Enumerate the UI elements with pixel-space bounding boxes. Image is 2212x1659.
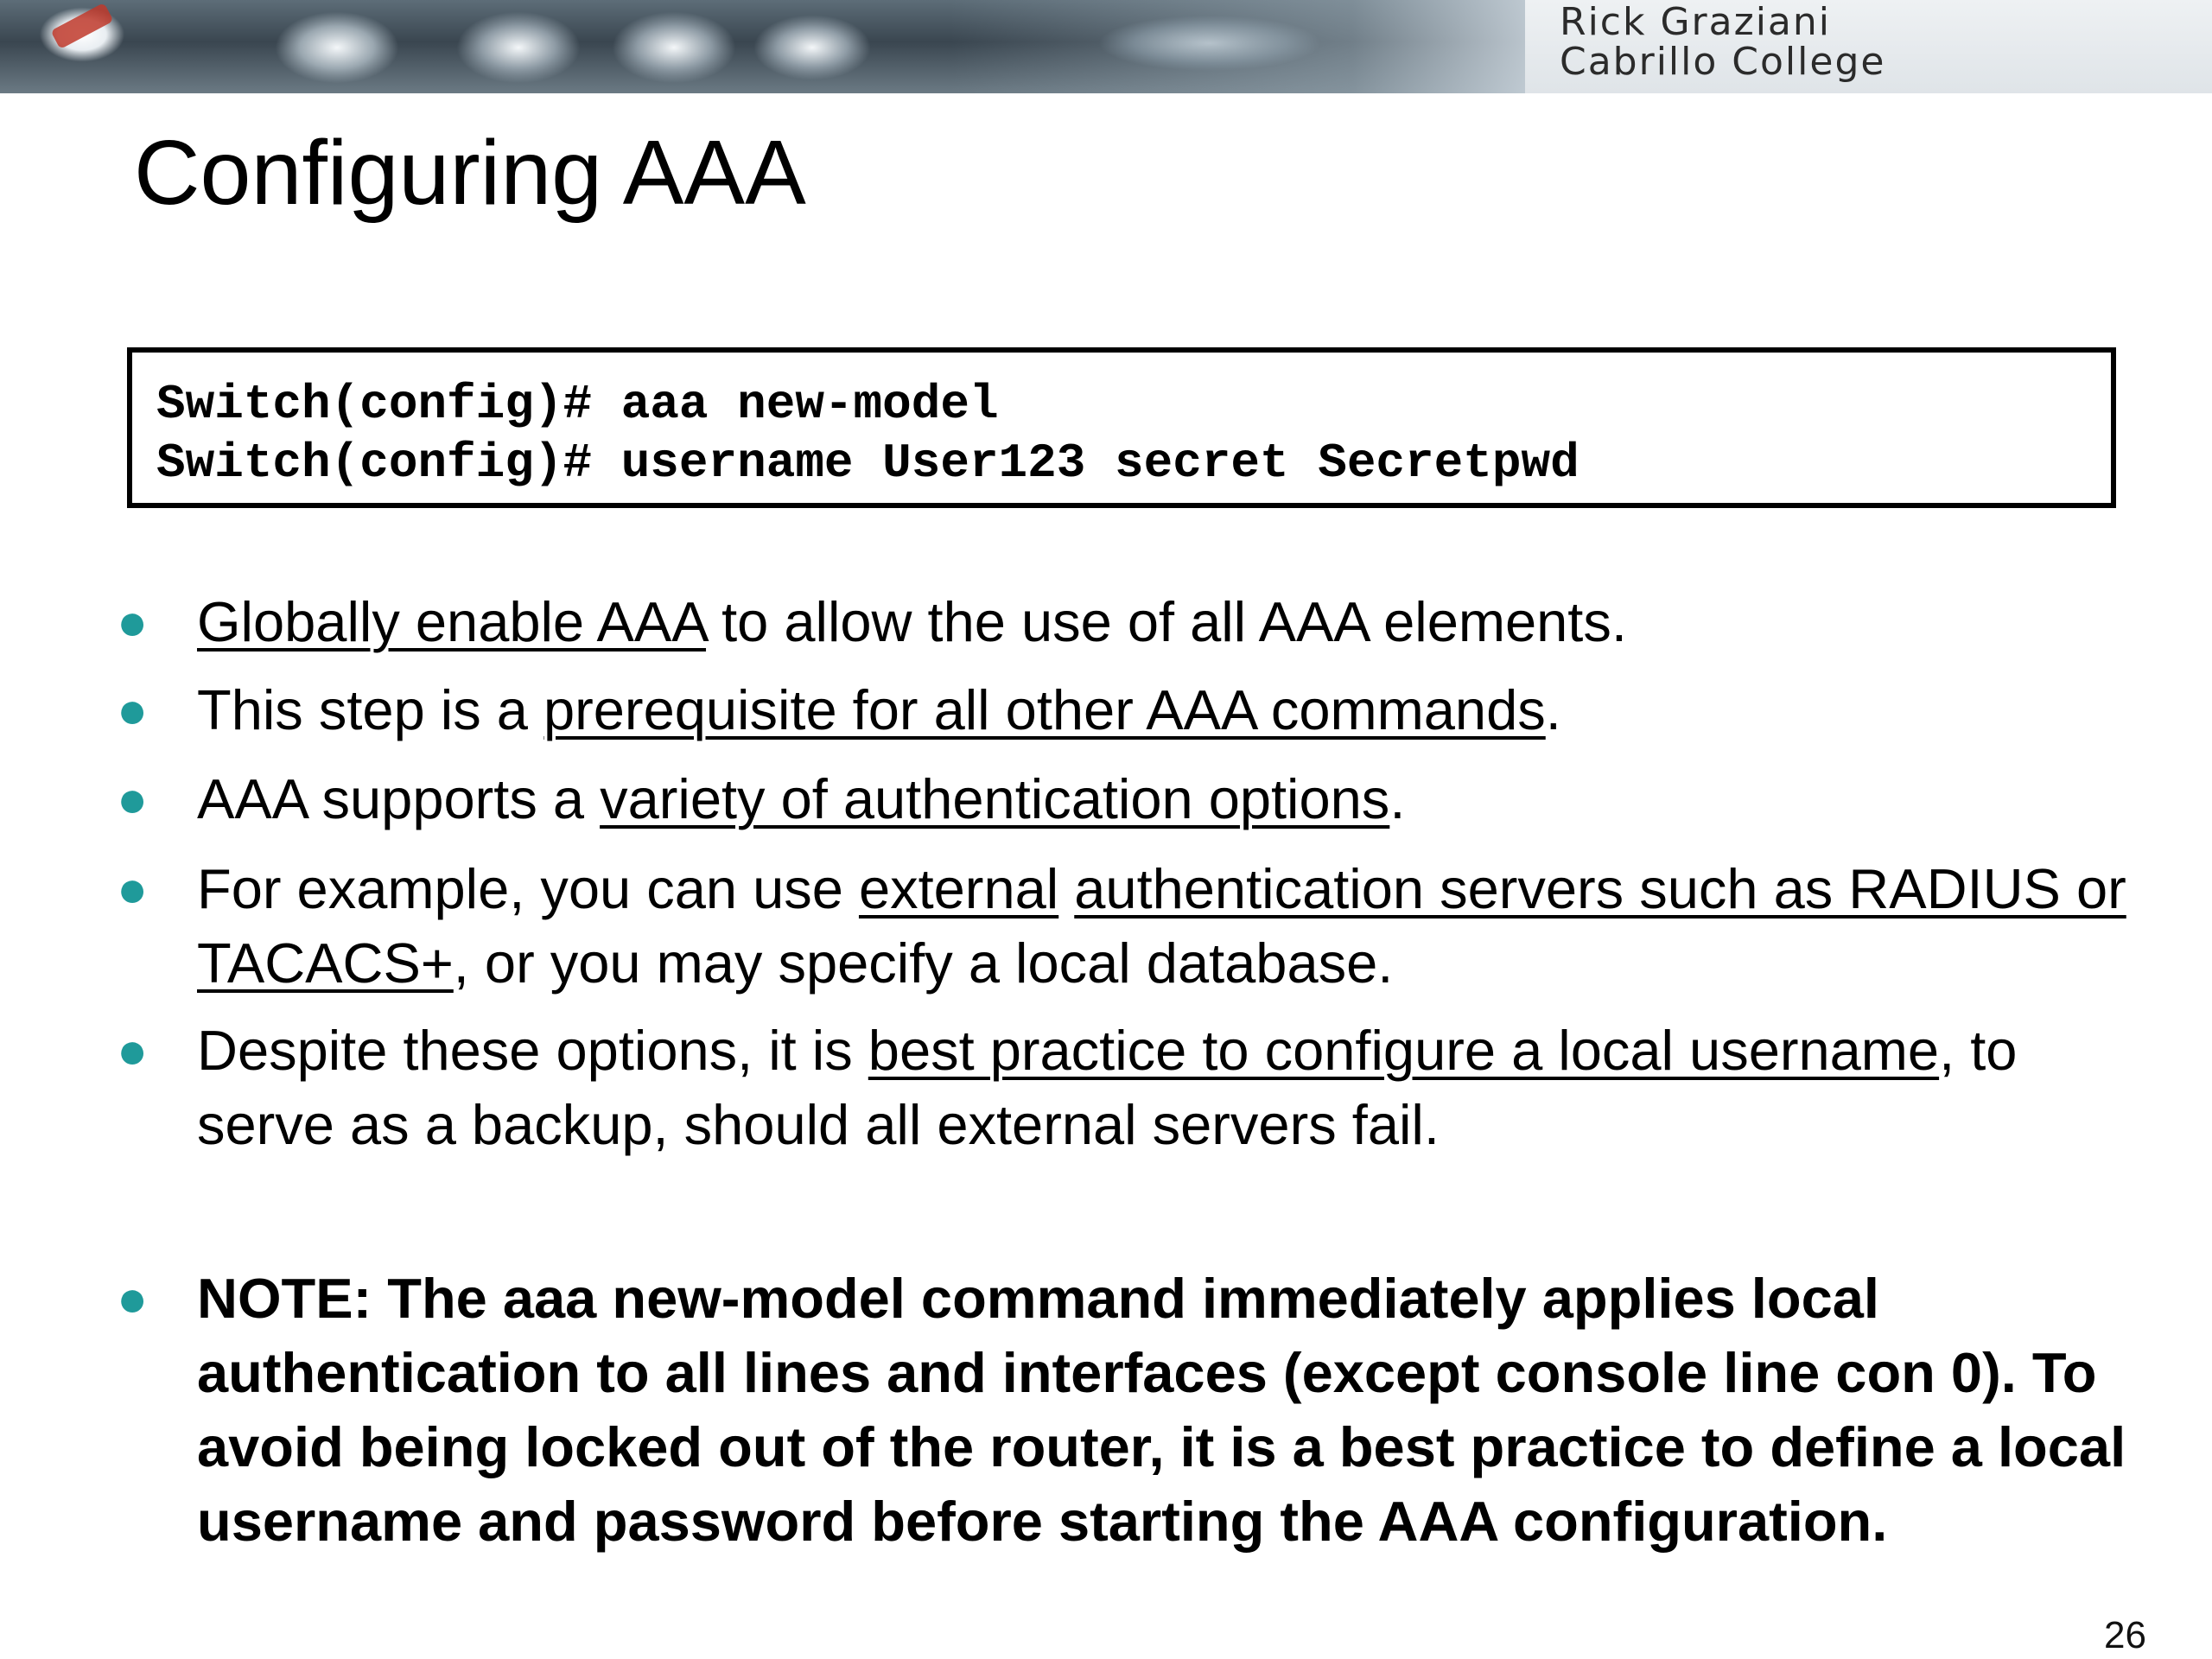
bullet-dot-icon: ● (117, 593, 149, 651)
code-line-2: Switch(config)# username User123 secret Secretpwd (156, 435, 1580, 491)
institution-name: Cabrillo College (1560, 40, 1886, 84)
bullet-item (117, 762, 2133, 836)
author-name: Rick Graziani (1560, 0, 1831, 44)
underlined-phrase: external (858, 857, 1059, 920)
banner-photo (0, 0, 1525, 93)
bullet-item (117, 673, 2133, 747)
underlined-phrase: prerequisite for all other AAA commands (543, 678, 1546, 741)
bullet-item (117, 585, 2133, 659)
note-text: NOTE: The aaa new-model command immediately applies local authentication to all lines and interfaces (except console line con 0). To avoid being locked out of the router, it is a best practice to define a local username and password before starting the AAA configuration. (197, 1267, 2126, 1553)
bullet-item (117, 1014, 2133, 1162)
bullet-text (1058, 857, 1074, 920)
banner-text-panel (1525, 0, 2212, 93)
slide-title: Configuring AAA (134, 122, 806, 224)
page-number: 26 (2104, 1614, 2146, 1656)
bullet-dot-icon: ● (117, 770, 149, 828)
underlined-phrase: variety of authentication options (600, 767, 1390, 830)
bullet-dot-icon: ● (117, 860, 149, 918)
bullet-text: , or you may specify a local database. (453, 931, 1394, 995)
bullet-text: This step is a (197, 678, 543, 741)
bullet-text: Despite these options, it is (197, 1019, 868, 1082)
note-bullet (117, 1262, 2167, 1559)
bullet-item (117, 852, 2133, 1001)
bullet-text: . (1389, 767, 1406, 830)
bullet-text: AAA supports a (197, 767, 601, 830)
underlined-phrase: best practice to configure a local username (868, 1019, 1940, 1082)
bullet-text: , to serve as a backup, should all external servers fail. (197, 1019, 2018, 1156)
bullet-dot-icon: ● (117, 1021, 149, 1079)
bullet-dot-icon: ● (117, 681, 149, 739)
bullet-text: to allow the use of all AAA elements. (706, 590, 1627, 653)
header-banner (0, 0, 2212, 93)
underlined-phrase: Globally enable AAA (197, 590, 707, 653)
bullet-text: For example, you can use (197, 857, 859, 920)
underlined-phrase: authentication servers such as RADIUS or TACACS+ (197, 857, 2126, 995)
code-line-1: Switch(config)# aaa new-model (156, 377, 999, 432)
bullet-dot-icon: ● (117, 1269, 149, 1327)
bullet-text: . (1545, 678, 1561, 741)
code-block (127, 347, 2116, 508)
